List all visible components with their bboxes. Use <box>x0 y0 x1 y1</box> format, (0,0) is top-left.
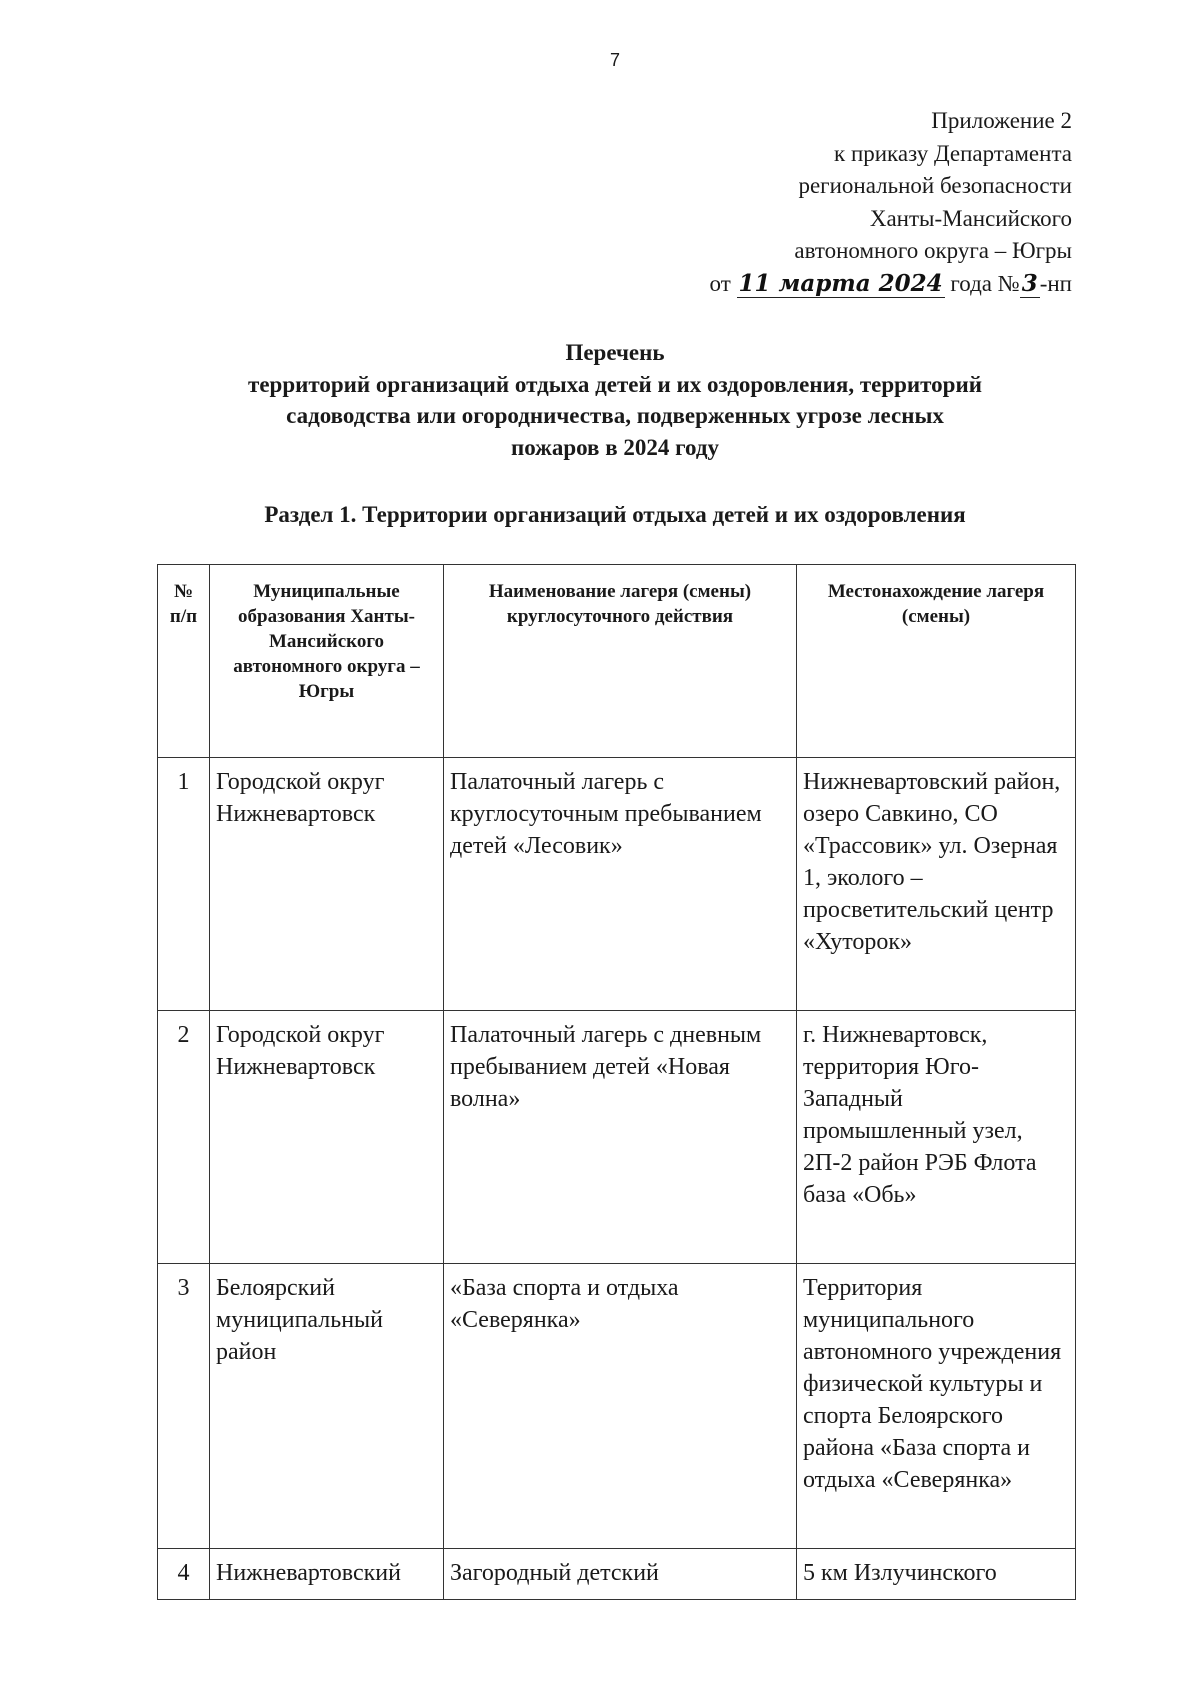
handwritten-date: 11 марта 2024 <box>738 269 943 297</box>
row-number: 2 <box>158 1011 210 1264</box>
appendix-line-1: Приложение 2 <box>931 108 1072 133</box>
row-municipality: Нижневартовский <box>210 1549 444 1600</box>
date-prefix: от <box>709 270 731 296</box>
row-location: 5 км Излучинского <box>797 1549 1076 1600</box>
row-number: 4 <box>158 1549 210 1600</box>
handwritten-order-number: 3 <box>1021 269 1038 297</box>
table-row <box>158 1549 1076 1600</box>
appendix-line-5: автономного округа – Югры <box>794 238 1072 263</box>
header-camp-name: Наименование лагеря (смены) круглосуточного действия <box>444 565 797 758</box>
table-header-row <box>158 565 1076 758</box>
camps-table <box>157 564 1076 1600</box>
title-line-1: Перечень <box>565 340 665 365</box>
row-location: Территория муниципального автономного учреждения физической культуры и спорта Белоярского района «База спорта и отдыха «Северянка» <box>797 1264 1076 1549</box>
header-location: Местонахождение лагеря (смены) <box>797 565 1076 758</box>
row-camp-name: «База спорта и отдыха «Северянка» <box>444 1264 797 1549</box>
header-number: № п/п <box>158 565 210 758</box>
order-number-suffix: -нп <box>1039 270 1072 296</box>
appendix-line-3: региональной безопасности <box>798 173 1072 198</box>
row-camp-name: Палаточный лагерь с дневным пребыванием детей «Новая волна» <box>444 1011 797 1264</box>
row-number: 1 <box>158 758 210 1011</box>
row-municipality: Городской округ Нижневартовск <box>210 1011 444 1264</box>
table-row <box>158 1264 1076 1549</box>
row-camp-name: Загородный детский <box>444 1549 797 1600</box>
title-line-2: территорий организаций отдыха детей и их оздоровления, территорий <box>248 371 982 397</box>
row-municipality: Городской округ Нижневартовск <box>210 758 444 1011</box>
title-line-3: садоводства или огородничества, подверженных угрозе лесных <box>286 403 944 428</box>
appendix-line-4: Ханты-Мансийского <box>869 205 1072 231</box>
row-camp-name: Палаточный лагерь с круглосуточным пребыванием детей «Лесовик» <box>444 758 797 1011</box>
document-title <box>150 337 1080 463</box>
row-location: Нижневартовский район, озеро Савкино, СО «Трассовик» ул. Озерная 1, эколого – просветительский центр «Хуторок» <box>797 758 1076 1011</box>
section-heading: Раздел 1. Территории организаций отдыха детей и их оздоровления <box>264 502 966 527</box>
appendix-date-line <box>710 268 1072 301</box>
table-row <box>158 1011 1076 1264</box>
appendix-line-2: к приказу Департамента <box>834 140 1072 166</box>
row-municipality: Белоярский муниципальный район <box>210 1264 444 1549</box>
header-municipality: Муниципальные образования Ханты-Мансийского автономного округа – Югры <box>210 565 444 758</box>
appendix-block <box>710 105 1072 300</box>
date-middle: года № <box>950 270 1020 296</box>
page-number: 7 <box>609 50 620 70</box>
title-line-4: пожаров в 2024 году <box>510 434 719 460</box>
table-row <box>158 758 1076 1011</box>
row-location: г. Нижневартовск, территория Юго-Западный промышленный узел, 2П-2 район РЭБ Флота база «Обь» <box>797 1011 1076 1264</box>
row-number: 3 <box>158 1264 210 1549</box>
